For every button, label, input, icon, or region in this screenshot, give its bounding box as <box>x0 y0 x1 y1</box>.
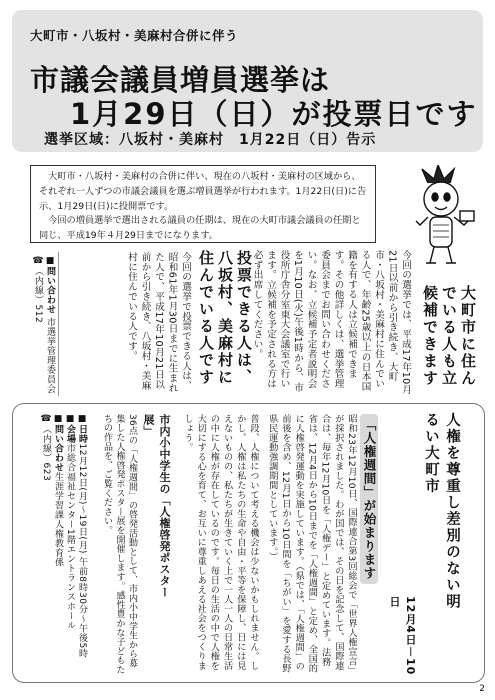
human-rights-body-2: 普段、人権について考える機会は少ないかもしれません。しかし、人権は私たちの生命や自由・平等を保障し、日には見えないものの、私たちが生きていく上で一人一人の日常生活の中に人権が存在しているのです。毎日の生活の中で人権を大切にする心を育て、お互いに尊重しあえる社会をつくりましょう。 <box>181 414 259 671</box>
poster-details <box>24 414 88 676</box>
intro-paragraph-1: 大町市・八坂村・美麻村の合併に伴い、現在の八坂村・美麻村の区域から、それぞれ一人ずつの市議会議員を選ぶ増員選挙が行われます。1月22日(日)に告示、1月29日(日)に投開票です。 <box>39 171 367 212</box>
human-rights-body: 昭和23年12月10日、国際連合第3回総会で「世界人権宣言」が採択されました。わが国では、その日を記念して、国際連合は、毎年12月10日を「人権デー」と定めています。法務省は、12月4日から10日までを「人権週間」と定め、全国的に人権啓発運動を実施しています。（県では、「人権週間」の前後を含め、12月1日から10日間を「ちがい」を愛する長野県民運動強調期間としています。） <box>266 414 357 676</box>
poster-title: 市内小中学生の「人権啓発ポスター展」 <box>142 414 171 598</box>
heading-voters: 投票できる人は、八坂村、美麻村に住んでいる人です <box>197 250 253 386</box>
heading-candidacy: 大町市に住んでいる人も立候補できます <box>421 285 477 387</box>
poster-body: 36点の「人権週間」の啓発活動として、市内小中学生から募集した人権啓発ポスター展を開催します。感性豊かな子どもたちの作品を、ご覧ください。 <box>102 414 137 675</box>
inquiry-org: 市選挙管理委員会 <box>45 317 55 394</box>
hr-inquiry-label: ■問い合わせ <box>53 414 63 472</box>
header-subtitle: 大町市・八坂村・美麻村合併に伴う <box>30 28 239 43</box>
candidacy-text: 今回の選挙では、平成17年10月21日以前から引き続き、大町市・八坂村・美麻村に住んでいる人で、年齢25歳以上の日本国籍を有する人は立候補できます。その他詳しくは、選挙管理委員会までお問い合わせください。なお、立候補予定者説明会を1月10日(火)午後1時から、市役所庁舎分室東大会議室で行います。立候補を予定される方は必ず出席してください。 <box>251 250 411 395</box>
inquiry-tel: ☎（内線）512 <box>33 256 43 324</box>
human-rights-heading: 人権を尊重し差別のない明るい大町市 <box>423 412 460 610</box>
place-label: ■会場 <box>65 414 75 444</box>
page-number: 2 <box>479 684 485 694</box>
header-title-line1: 市議会議員増員選挙は <box>30 63 331 97</box>
date-label: ■日時 <box>77 414 87 444</box>
header-title-line2: 1月29日（日）が投票日です <box>70 97 478 131</box>
week-title: 「人権週間」が始まります <box>362 418 377 580</box>
place-value: 市総合福祉センター1階エントランスホール <box>65 443 75 631</box>
date-value: 12月12日(月)～19日(月) 午前8時30分～午後5時 <box>77 443 87 659</box>
week-dates: 12月4日－10日 <box>388 596 417 676</box>
intro-paragraph-2: 今回の増員選挙で選出される議員の任期は、現在の大町市議会議員の任期と同じ、平成19年４月29日までになります。 <box>39 215 361 242</box>
voters-text: 今回の選挙で投票できる人は、昭和61年1月30日までに生まれた人で、平成17年10月21日以前から引き続き、八坂村・美麻村に住んでいる人です。 <box>126 252 191 393</box>
inquiry-label: ■問い合わせ <box>45 256 55 314</box>
column-divider <box>58 252 59 396</box>
hr-inquiry-org: 生涯学習課人権教育係 <box>53 472 63 567</box>
intro-box <box>30 165 376 243</box>
election-inquiry <box>30 256 56 396</box>
hr-inquiry-tel: ☎（内線）623 <box>41 414 51 482</box>
election-area: 選挙区域：八坂村・美麻村 1月22日（日）告示 <box>44 132 377 148</box>
